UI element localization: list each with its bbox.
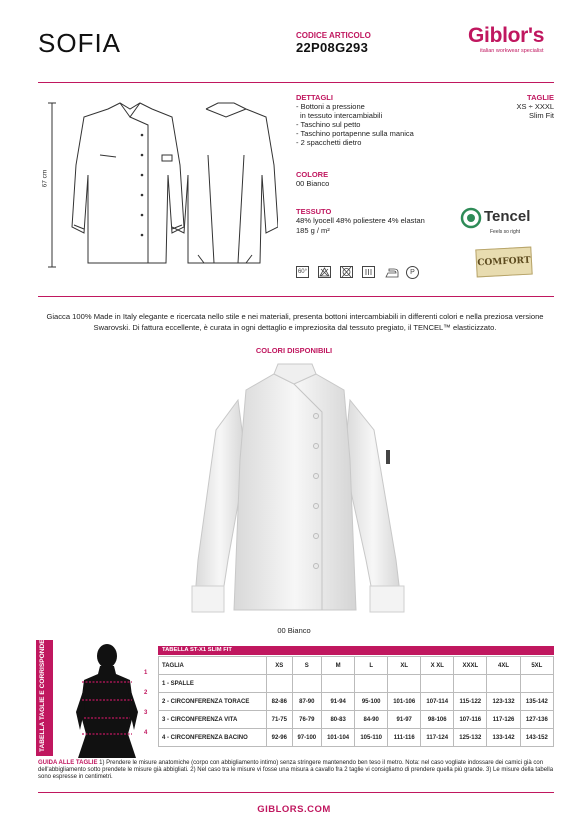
table-header-cell: S <box>292 657 321 675</box>
wash-60-icon: 60° <box>296 266 309 278</box>
table-row <box>159 693 554 711</box>
table-cell: 123-132 <box>487 693 520 711</box>
colors-available-label: COLORI DISPONIBILI <box>255 346 333 355</box>
code-label: CODICE ARTICOLO <box>296 31 371 40</box>
table-cell: 101-104 <box>322 729 355 747</box>
line-dry-icon <box>362 266 375 278</box>
detail-item: - Taschino portapenne sulla manica <box>296 129 414 138</box>
tencel-wordmark: Tencel <box>484 208 531 225</box>
table-cell: 91-97 <box>388 711 421 729</box>
iron-icon <box>384 266 400 278</box>
header-divider <box>38 82 554 83</box>
photo-caption: 00 Bianco <box>277 626 311 635</box>
table-cell <box>520 675 553 693</box>
fabric-label: TESSUTO <box>296 207 332 216</box>
table-header-cell: XXXL <box>454 657 487 675</box>
detail-item: in tessuto intercambiabili <box>300 111 383 120</box>
technical-drawing <box>38 95 278 270</box>
table-cell: 92-96 <box>267 729 293 747</box>
triangle-cross-icon <box>319 267 330 277</box>
table-row <box>159 729 554 747</box>
table-cell: 76-79 <box>292 711 321 729</box>
table-cell: 111-116 <box>388 729 421 747</box>
table-cell: 117-124 <box>421 729 454 747</box>
detail-item: - 2 spacchetti dietro <box>296 138 362 147</box>
table-cell <box>454 675 487 693</box>
size-guide-label: GUIDA ALLE TAGLIE <box>38 760 98 766</box>
table-header-cell: XL <box>388 657 421 675</box>
table-cell <box>267 675 293 693</box>
color-label: COLORE <box>296 170 329 179</box>
sizes-range: XS ÷ XXXL <box>516 102 554 111</box>
table-header-cell: M <box>322 657 355 675</box>
tencel-leaf-icon <box>460 207 482 229</box>
tencel-tag: Feels so right <box>490 229 521 235</box>
figure-number: 4 <box>144 730 148 736</box>
comfort-badge <box>475 247 532 278</box>
size-table-side-band <box>36 626 53 756</box>
no-bleach-icon <box>318 266 331 278</box>
table-cell: 105-110 <box>355 729 388 747</box>
table-cell: 135-142 <box>520 693 553 711</box>
jacket-flat-sketch-icon <box>38 95 278 270</box>
table-cell: 98-106 <box>421 711 454 729</box>
table-header-cell: XS <box>267 657 293 675</box>
table-cell: 115-122 <box>454 693 487 711</box>
table-cell <box>487 675 520 693</box>
table-cell: 95-100 <box>355 693 388 711</box>
table-row <box>159 711 554 729</box>
table-cell: 117-126 <box>487 711 520 729</box>
table-cell: 101-106 <box>388 693 421 711</box>
details-label: DETTAGLI <box>296 93 333 102</box>
table-header-cell: L <box>355 657 388 675</box>
woman-silhouette-icon <box>60 642 150 760</box>
fabric-composition: 48% lyocell 48% poliestere 4% elastan <box>296 216 425 225</box>
table-header-cell: 4XL <box>487 657 520 675</box>
table-row-label: 4 - CIRCONFERENZA BACINO <box>159 729 267 747</box>
table-cell: 97-100 <box>292 729 321 747</box>
size-guide-text: 1) Prendere le misure anatomiche (corpo con abbigliamento intimo) senza stringere mantenendo ben teso il metro. Nota: nel caso vogliate indossare dei camici già con dell'abbigliamento sotto prendete le misure già abbigliati. 2) Nel caso tra le misure vi fosse una misura a cavallo fra 2 taglie vi consigliamo di prendere quella più grande. 3) Le misure della tabella sono espresse in centimetri. <box>38 760 554 780</box>
table-header-cell: TAGLIA <box>159 657 267 675</box>
table-row <box>159 657 554 675</box>
brand-tagline: italian workwear specialist <box>480 48 544 54</box>
product-description: Giacca 100% Made in Italy elegante e ricercata nello stile e nei materiali, presenta bottoni intercambiabili in differenti colori e nella preziosa versione Swarovski. Di fattura eccellente, è curata in ogni dettaglio e impreziosita dal tessuto pregiato, il TENCEL™ elasticizzato. <box>46 312 544 332</box>
table-cell: 87-90 <box>292 693 321 711</box>
table-cell: 127-136 <box>520 711 553 729</box>
table-cell <box>322 675 355 693</box>
sizes-fit: Slim Fit <box>529 111 554 120</box>
no-tumble-dry-icon <box>340 266 353 278</box>
dry-clean-p-icon: P <box>406 266 419 279</box>
size-table <box>158 656 554 747</box>
size-guide <box>38 760 556 781</box>
detail-item: - Bottoni a pressione <box>296 102 365 111</box>
color-value: 00 Bianco <box>296 179 330 188</box>
code-value: 22P08G293 <box>296 40 369 55</box>
table-cell: 91-94 <box>322 693 355 711</box>
fabric-weight: 185 g / m² <box>296 226 330 235</box>
size-table-header: TABELLA ST-X1 SLIM FIT <box>158 646 554 655</box>
figure-number: 3 <box>144 710 148 716</box>
table-row-label: 1 - SPALLE <box>159 675 267 693</box>
table-cell <box>355 675 388 693</box>
product-photo <box>150 360 440 620</box>
brand-logo: Giblor's <box>468 24 545 47</box>
section-divider <box>38 296 554 297</box>
table-cell: 125-132 <box>454 729 487 747</box>
figure-number: 1 <box>144 670 148 676</box>
figure-number: 2 <box>144 690 148 696</box>
table-header-cell: X XL <box>421 657 454 675</box>
table-row-label: 2 - CIRCONFERENZA TORACE <box>159 693 267 711</box>
footer-url[interactable]: GIBLORS.COM <box>257 804 331 815</box>
measure-label: 67 cm <box>41 169 49 188</box>
table-cell: 133-142 <box>487 729 520 747</box>
table-cell: 107-114 <box>421 693 454 711</box>
circle-cross-icon <box>341 267 352 277</box>
sizes-label: TAGLIE <box>527 93 554 102</box>
table-cell <box>421 675 454 693</box>
iron-shape-icon <box>384 267 400 279</box>
table-cell <box>292 675 321 693</box>
product-title: SOFIA <box>38 28 122 58</box>
table-cell: 84-90 <box>355 711 388 729</box>
white-jacket-image <box>150 360 440 620</box>
tencel-badge <box>460 205 540 241</box>
table-cell: 107-116 <box>454 711 487 729</box>
drip-lines-icon <box>363 267 374 277</box>
table-row <box>159 675 554 693</box>
table-cell <box>388 675 421 693</box>
table-header-cell: 5XL <box>520 657 553 675</box>
comfort-label: COMFORT <box>477 255 531 269</box>
details-list <box>296 102 486 147</box>
detail-item: - Taschino sul petto <box>296 120 361 129</box>
body-silhouette <box>60 642 150 760</box>
footer-divider <box>38 792 554 793</box>
table-cell: 143-152 <box>520 729 553 747</box>
table-cell: 71-75 <box>267 711 293 729</box>
size-table-side-label: TABELLA TAGLIE E CORRISPONDENZE <box>39 626 46 752</box>
table-cell: 80-83 <box>322 711 355 729</box>
table-cell: 82-86 <box>267 693 293 711</box>
table-row-label: 3 - CIRCONFERENZA VITA <box>159 711 267 729</box>
